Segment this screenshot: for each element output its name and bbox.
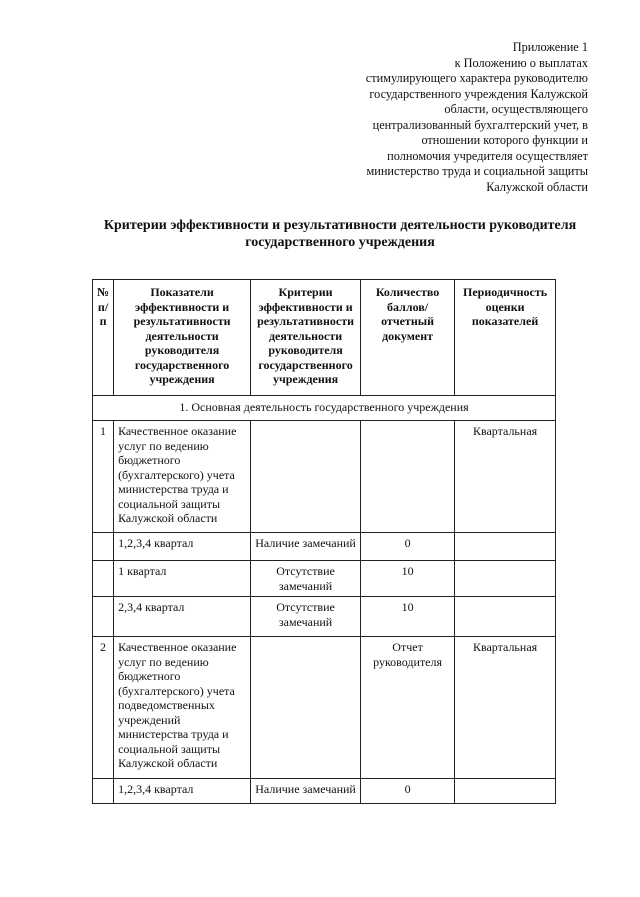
row-periodicity — [455, 561, 556, 597]
row-criteria — [251, 421, 361, 533]
row-indicator: 1,2,3,4 квартал — [114, 533, 251, 561]
row-points — [361, 421, 455, 533]
row-indicator: 1,2,3,4 квартал — [114, 779, 251, 804]
row-indicator: 2,3,4 квартал — [114, 597, 251, 637]
table-row — [93, 561, 556, 597]
criteria-table — [92, 279, 556, 804]
section-row — [93, 396, 556, 421]
row-points: 0 — [361, 533, 455, 561]
table-row — [93, 779, 556, 804]
row-criteria: Отсутствие замечаний — [251, 597, 361, 637]
row-number: 2 — [93, 637, 114, 779]
row-criteria — [251, 637, 361, 779]
appendix-note: Приложение 1 к Положению о выплатах стимулирующего характера руководителю государственного учреждения Калужской области, осуществляющего централизованный бухгалтерский учет, в отношении которого функции и полномочия учредителя осуществляет министерство труда и социальной защиты Калужской области — [365, 40, 588, 194]
row-criteria: Наличие замечаний — [251, 779, 361, 804]
document-title: Критерии эффективности и результативности деятельности руководителя государственного учреждения — [103, 218, 577, 250]
row-periodicity: Квартальная — [455, 421, 556, 533]
row-number — [93, 561, 114, 597]
row-periodicity — [455, 597, 556, 637]
header-periodicity: Периодичность оценки показателей — [455, 280, 556, 396]
row-points: 0 — [361, 779, 455, 804]
section-title: 1. Основная деятельность государственного учреждения — [93, 396, 556, 421]
table-row — [93, 597, 556, 637]
row-criteria: Отсутствие замечаний — [251, 561, 361, 597]
table-row — [93, 421, 556, 533]
row-number: 1 — [93, 421, 114, 533]
row-indicator: Качественное оказание услуг по ведению бюджетного (бухгалтерского) учета подведомственных учреждений министерства труда и социальной защиты Калужской области — [114, 637, 251, 779]
row-points: 10 — [361, 561, 455, 597]
row-number — [93, 533, 114, 561]
row-number — [93, 779, 114, 804]
header-indicators: Показатели эффективности и результативности деятельности руководителя государственного учреждения — [114, 280, 251, 396]
table-row — [93, 637, 556, 779]
header-number: № п/п — [93, 280, 114, 396]
row-periodicity: Квартальная — [455, 637, 556, 779]
row-criteria: Наличие замечаний — [251, 533, 361, 561]
row-indicator: 1 квартал — [114, 561, 251, 597]
row-indicator: Качественное оказание услуг по ведению бюджетного (бухгалтерского) учета министерства труда и социальной защиты Калужской области — [114, 421, 251, 533]
table-row — [93, 533, 556, 561]
header-points: Количество баллов/ отчетный документ — [361, 280, 455, 396]
row-points: 10 — [361, 597, 455, 637]
row-periodicity — [455, 533, 556, 561]
row-periodicity — [455, 779, 556, 804]
row-points: Отчет руководителя — [361, 637, 455, 779]
row-number — [93, 597, 114, 637]
header-criteria: Критерии эффективности и результативности деятельности руководителя государственного учреждения — [251, 280, 361, 396]
table-header-row — [93, 280, 556, 396]
